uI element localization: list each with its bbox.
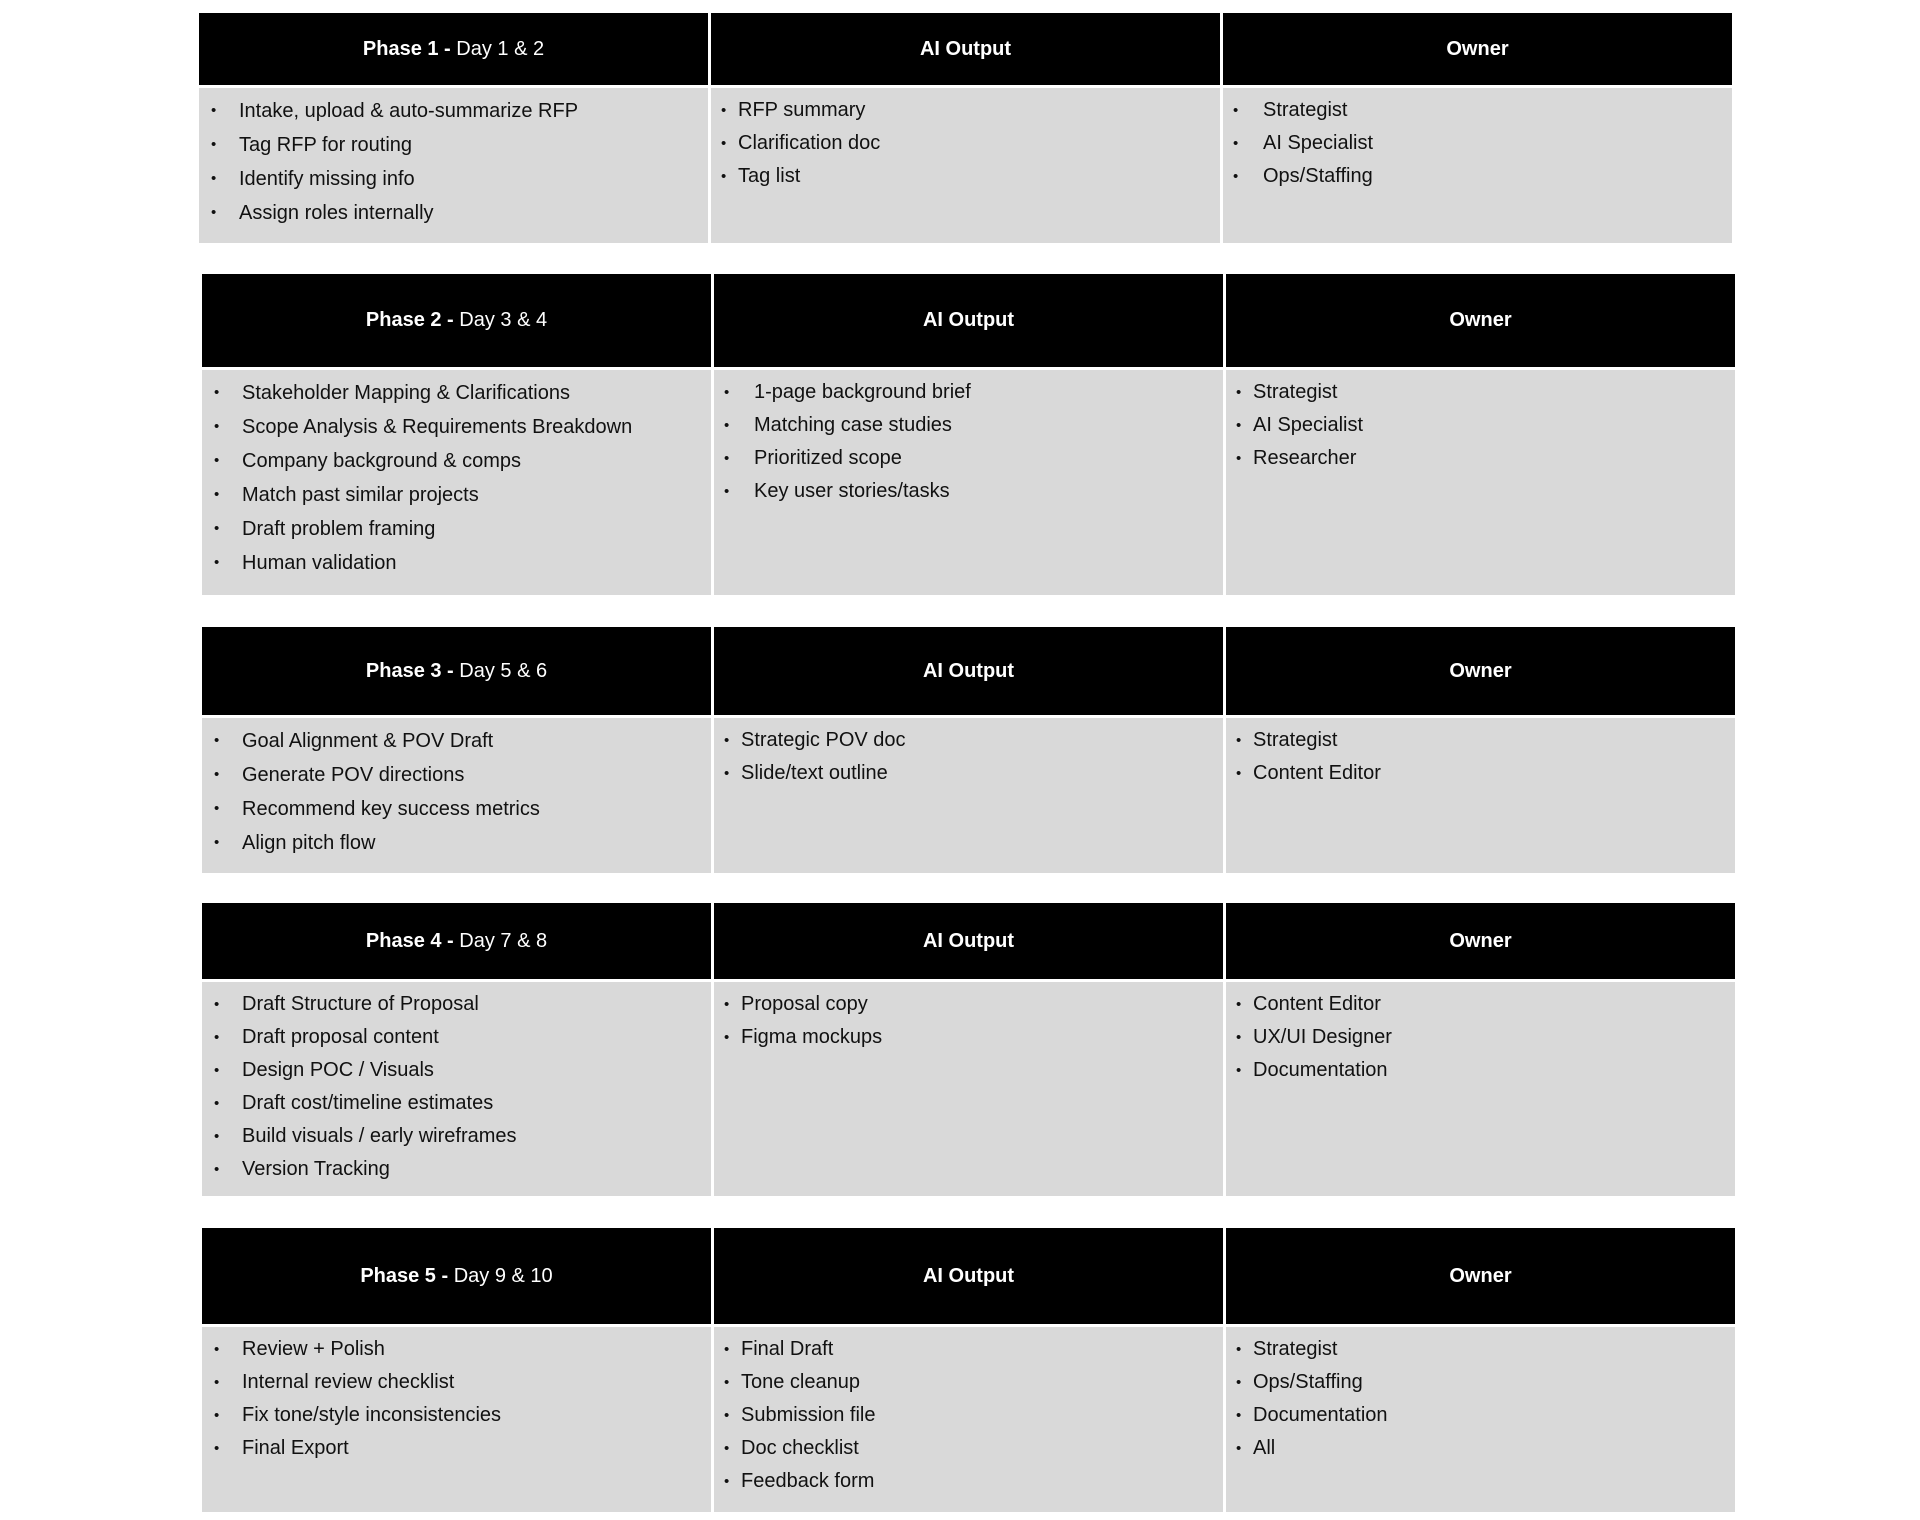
tasks-cell xyxy=(202,370,711,595)
list-item: • Assign roles internally xyxy=(199,196,708,230)
list-item: • Ops/Staffing xyxy=(1226,1366,1735,1399)
phase-days: Day 3 & 4 xyxy=(459,309,548,331)
phase-label: Phase 1 - xyxy=(362,37,451,60)
list-item: • Strategist xyxy=(1226,376,1735,409)
list-item: • Strategist xyxy=(1226,724,1735,757)
list-item: • Tone cleanup xyxy=(714,1366,1223,1399)
owners-cell xyxy=(1226,1327,1735,1512)
list-item: • Documentation xyxy=(1226,1054,1735,1087)
outputs-cell xyxy=(714,718,1223,873)
list-item: • Final Draft xyxy=(714,1333,1223,1366)
ai-output-header: AI Output xyxy=(711,13,1220,85)
list-item: • Strategic POV doc xyxy=(714,724,1223,757)
phase-label: Phase 3 - xyxy=(365,659,454,682)
phase-1-header xyxy=(199,13,708,85)
list-item: • Match past similar projects xyxy=(202,478,711,512)
list-item: • RFP summary xyxy=(711,94,1220,127)
phase-3-table xyxy=(199,624,1738,876)
owner-header: Owner xyxy=(1226,903,1735,979)
list-item: • Slide/text outline xyxy=(714,757,1223,790)
owners-cell xyxy=(1223,88,1732,243)
list-item: • Review + Polish xyxy=(202,1333,711,1366)
phase-5-table xyxy=(199,1225,1738,1515)
phase-2-header xyxy=(202,274,711,367)
tasks-list xyxy=(202,988,711,1186)
list-item: • Content Editor xyxy=(1226,757,1735,790)
list-item: • Final Export xyxy=(202,1432,711,1465)
phase-1-table xyxy=(196,10,1735,246)
list-item: • Researcher xyxy=(1226,442,1735,475)
list-item: • Human validation xyxy=(202,546,711,580)
list-item: • Matching case studies xyxy=(714,409,1223,442)
outputs-list xyxy=(714,724,1223,790)
list-item: • Identify missing info xyxy=(199,162,708,196)
owners-list xyxy=(1226,988,1735,1087)
list-item: • Documentation xyxy=(1226,1399,1735,1432)
list-item: • Scope Analysis & Requirements Breakdown xyxy=(202,410,711,444)
list-item: • Design POC / Visuals xyxy=(202,1054,711,1087)
list-item: • Ops/Staffing xyxy=(1223,160,1732,193)
phase-label: Phase 5 - xyxy=(360,1264,449,1287)
list-item: • Stakeholder Mapping & Clarifications xyxy=(202,376,711,410)
phase-4-table xyxy=(199,900,1738,1199)
list-item: • Version Tracking xyxy=(202,1153,711,1186)
list-item: • Tag list xyxy=(711,160,1220,193)
outputs-list xyxy=(714,376,1223,508)
tasks-cell xyxy=(202,1327,711,1512)
phase-3-header xyxy=(202,627,711,715)
phase-2-table xyxy=(199,271,1738,598)
list-item: • Draft Structure of Proposal xyxy=(202,988,711,1021)
list-item: • Tag RFP for routing xyxy=(199,128,708,162)
list-item: • Internal review checklist xyxy=(202,1366,711,1399)
owner-header: Owner xyxy=(1226,1228,1735,1324)
list-item: • Recommend key success metrics xyxy=(202,792,711,826)
tasks-list xyxy=(199,94,708,230)
outputs-cell xyxy=(711,88,1220,243)
owners-cell xyxy=(1226,370,1735,595)
phase-days: Day 9 & 10 xyxy=(453,1264,553,1287)
list-item: • UX/UI Designer xyxy=(1226,1021,1735,1054)
list-item: • Prioritized scope xyxy=(714,442,1223,475)
owners-cell xyxy=(1226,718,1735,873)
phase-4-header xyxy=(202,903,711,979)
list-item: • Content Editor xyxy=(1226,988,1735,1021)
phase-label: Phase 4 - xyxy=(365,929,454,952)
tasks-cell xyxy=(202,718,711,873)
phase-days: Day 1 & 2 xyxy=(456,37,545,60)
list-item: • Feedback form xyxy=(714,1465,1223,1498)
ai-output-header: AI Output xyxy=(714,627,1223,715)
list-item: • Key user stories/tasks xyxy=(714,475,1223,508)
list-item: • Submission file xyxy=(714,1399,1223,1432)
phase-days: Day 7 & 8 xyxy=(459,929,548,952)
outputs-list xyxy=(714,1333,1223,1498)
owner-header: Owner xyxy=(1223,13,1732,85)
list-item: • Proposal copy xyxy=(714,988,1223,1021)
list-item: • AI Specialist xyxy=(1226,409,1735,442)
tasks-list xyxy=(202,1333,711,1465)
list-item: • Goal Alignment & POV Draft xyxy=(202,724,711,758)
list-item: • Doc checklist xyxy=(714,1432,1223,1465)
owners-list xyxy=(1226,724,1735,790)
ai-output-header: AI Output xyxy=(714,274,1223,367)
owner-header: Owner xyxy=(1226,627,1735,715)
tasks-cell xyxy=(199,88,708,243)
list-item: • Draft problem framing xyxy=(202,512,711,546)
list-item: • Draft cost/timeline estimates xyxy=(202,1087,711,1120)
list-item: • Generate POV directions xyxy=(202,758,711,792)
list-item: • Align pitch flow xyxy=(202,826,711,860)
phase-label: Phase 2 - xyxy=(365,309,454,331)
owner-header: Owner xyxy=(1226,274,1735,367)
phase-days: Day 5 & 6 xyxy=(459,659,548,682)
owners-list xyxy=(1223,94,1732,193)
list-item: • Strategist xyxy=(1223,94,1732,127)
list-item: • Draft proposal content xyxy=(202,1021,711,1054)
owners-cell xyxy=(1226,982,1735,1196)
list-item: • Build visuals / early wireframes xyxy=(202,1120,711,1153)
outputs-cell xyxy=(714,1327,1223,1512)
list-item: • Fix tone/style inconsistencies xyxy=(202,1399,711,1432)
outputs-list xyxy=(714,988,1223,1054)
tasks-cell xyxy=(202,982,711,1196)
outputs-list xyxy=(711,94,1220,193)
list-item: • 1-page background brief xyxy=(714,376,1223,409)
tasks-list xyxy=(202,724,711,860)
list-item: • AI Specialist xyxy=(1223,127,1732,160)
ai-output-header: AI Output xyxy=(714,903,1223,979)
owners-list xyxy=(1226,1333,1735,1465)
list-item: • All xyxy=(1226,1432,1735,1465)
outputs-cell xyxy=(714,982,1223,1196)
list-item: • Figma mockups xyxy=(714,1021,1223,1054)
list-item: • Clarification doc xyxy=(711,127,1220,160)
phase-5-header xyxy=(202,1228,711,1324)
tasks-list xyxy=(202,376,711,580)
list-item: • Intake, upload & auto-summarize RFP xyxy=(199,94,708,128)
ai-output-header: AI Output xyxy=(714,1228,1223,1324)
outputs-cell xyxy=(714,370,1223,595)
owners-list xyxy=(1226,376,1735,475)
list-item: • Company background & comps xyxy=(202,444,711,478)
list-item: • Strategist xyxy=(1226,1333,1735,1366)
